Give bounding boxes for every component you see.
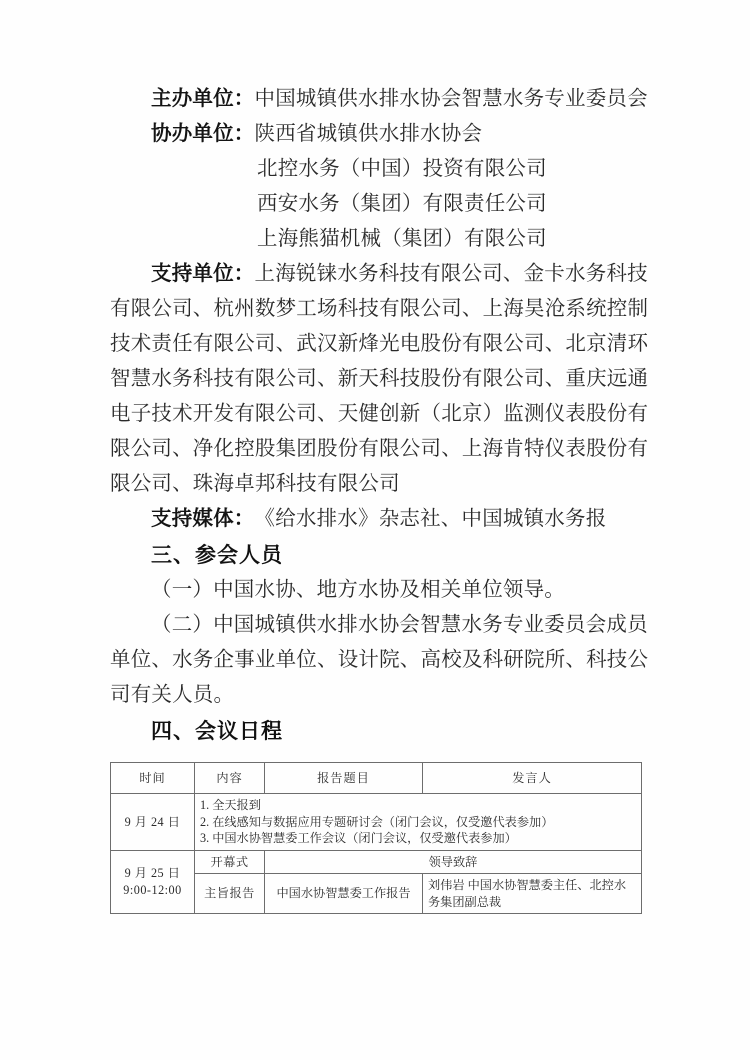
supporter-line-1 bbox=[110, 257, 648, 292]
agenda-item: 2. 在线感知与数据应用专题研讨会（闭门会议，仅受邀代表参加） bbox=[200, 814, 554, 829]
media-line bbox=[110, 502, 642, 537]
time-date: 9 月 25 日 bbox=[124, 866, 181, 881]
coorganizer-value-1: 北控水务（中国）投资有限公司 bbox=[257, 158, 547, 180]
section-four-heading: 四、会议日程 bbox=[151, 719, 283, 743]
section-three-heading: 三、参会人员 bbox=[151, 543, 283, 567]
section-three-item-two-text-0: （二）中国城镇供水排水协会智慧水务专业委员会成员 bbox=[151, 614, 648, 636]
supporter-line-text-5: 限公司、净化控股集团股份有限公司、上海肯特仪表股份有 bbox=[110, 438, 649, 460]
section-three-item-two-text-1: 单位、水务企事业单位、设计院、高校及科研院所、科技公 bbox=[110, 649, 649, 671]
column-header-topic: 报告题目 bbox=[265, 763, 423, 794]
time-range: 9:00-12:00 bbox=[123, 882, 182, 897]
coorganizer-value-2: 西安水务（集团）有限责任公司 bbox=[257, 193, 547, 215]
media-label: 支持媒体： bbox=[151, 508, 255, 530]
section-three-item-two-text-2: 司有关人员。 bbox=[110, 684, 235, 706]
supporter-line-text-6: 限公司、珠海卓邦科技有限公司 bbox=[110, 473, 400, 495]
coorganizer-value-3: 上海熊猫机械（集团）有限公司 bbox=[257, 228, 547, 250]
schedule-table-wrap bbox=[110, 762, 641, 914]
media-value: 《给水排水》杂志社、中国城镇水务报 bbox=[254, 508, 607, 530]
table-header-row bbox=[111, 763, 642, 794]
supporter-line-5 bbox=[110, 397, 649, 432]
host-label: 主办单位： bbox=[151, 88, 255, 110]
column-header-content: 内容 bbox=[195, 763, 265, 794]
section-three-item-one bbox=[110, 573, 642, 608]
coorganizer-line-3 bbox=[110, 187, 642, 222]
host-line bbox=[110, 82, 648, 117]
cell-agenda-sep24 bbox=[195, 794, 642, 851]
supporter-line-4 bbox=[110, 362, 649, 397]
coorganizer-line-1 bbox=[110, 117, 642, 152]
supporter-line-text-3: 智慧水务科技有限公司、新天科技股份有限公司、重庆远通 bbox=[110, 368, 649, 390]
schedule-table bbox=[110, 762, 642, 914]
supporter-line-text-0: 上海锐铼水务科技有限公司、金卡水务科技 bbox=[254, 263, 648, 285]
cell-time-sep24: 9 月 24 日 bbox=[111, 794, 195, 851]
agenda-item: 1. 全天报到 bbox=[200, 798, 261, 812]
table-row bbox=[111, 850, 642, 874]
column-header-time: 时间 bbox=[111, 763, 195, 794]
cell-opening-speech: 领导致辞 bbox=[265, 850, 642, 874]
section-three-item-two-line-2 bbox=[110, 643, 649, 678]
supporter-line-text-2: 技术责任有限公司、武汉新烽光电股份有限公司、北京清环 bbox=[110, 333, 649, 355]
document-body bbox=[110, 82, 649, 749]
section-three-item-one-text: （一）中国水协、地方水协及相关单位领导。 bbox=[151, 579, 565, 601]
coorganizer-line-2 bbox=[110, 152, 642, 187]
cell-content-keynote: 主旨报告 bbox=[195, 874, 265, 914]
supporter-line-7 bbox=[110, 467, 642, 502]
coorganizer-label: 协办单位： bbox=[151, 123, 255, 145]
supporter-label: 支持单位： bbox=[151, 263, 255, 285]
coorganizer-value-0: 陕西省城镇供水排水协会 bbox=[254, 123, 483, 145]
section-three-item-two-line-1 bbox=[110, 608, 648, 643]
supporter-line-3 bbox=[110, 327, 649, 362]
column-header-speaker: 发言人 bbox=[423, 763, 642, 794]
coorganizer-line-4 bbox=[110, 222, 642, 257]
cell-topic-keynote: 中国水协智慧委工作报告 bbox=[265, 874, 423, 914]
supporter-line-2 bbox=[110, 292, 649, 327]
cell-content-opening: 开幕式 bbox=[195, 850, 265, 874]
agenda-item: 3. 中国水协智慧委工作会议（闭门会议，仅受邀代表参加） bbox=[200, 831, 517, 845]
cell-time-sep25 bbox=[111, 850, 195, 914]
host-value: 中国城镇供水排水协会智慧水务专业委员会 bbox=[254, 88, 648, 110]
supporter-line-text-1: 有限公司、杭州数梦工场科技有限公司、上海昊沧系统控制 bbox=[110, 298, 649, 320]
supporter-line-text-4: 电子技术开发有限公司、天健创新（北京）监测仪表股份有 bbox=[110, 403, 649, 425]
supporter-line-6 bbox=[110, 432, 649, 467]
cell-speaker-keynote: 刘伟岩 中国水协智慧委主任、北控水务集团副总裁 bbox=[423, 874, 642, 914]
table-row bbox=[111, 794, 642, 851]
section-three-item-two-line-3 bbox=[110, 678, 642, 713]
